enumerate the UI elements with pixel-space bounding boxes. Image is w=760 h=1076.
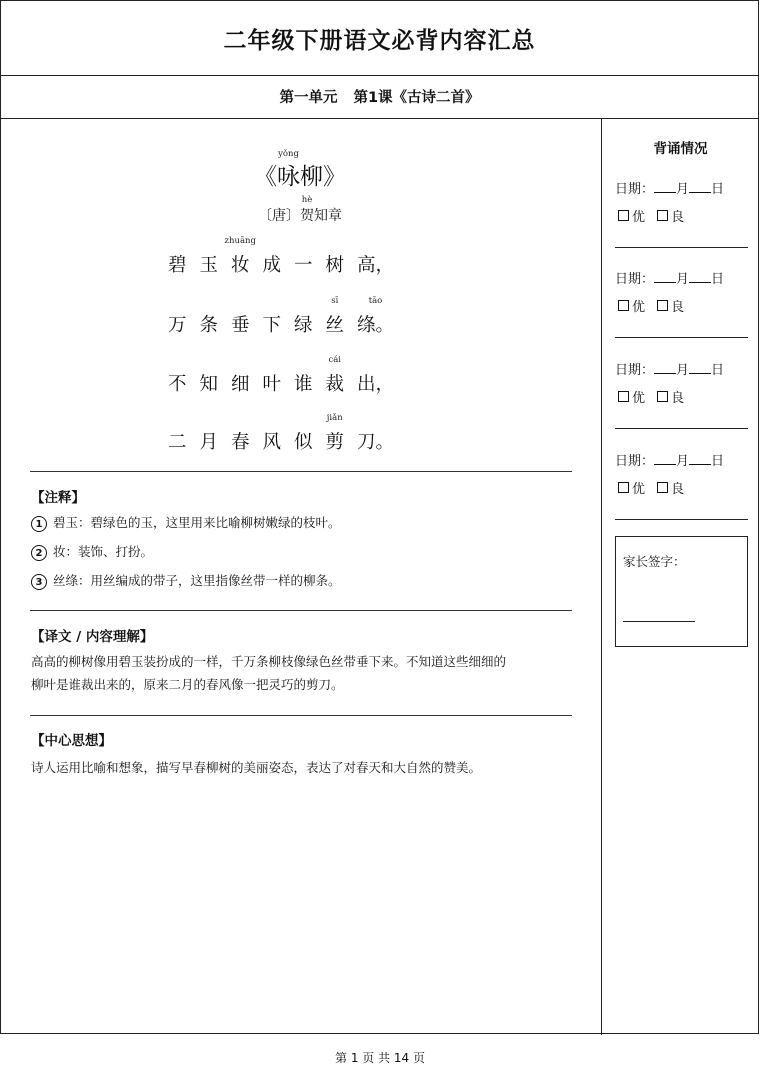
divider [615, 428, 748, 429]
divider [615, 519, 748, 520]
poem-title-char: 咏 [277, 164, 300, 190]
char-text: 月 [199, 432, 219, 453]
day-blank[interactable] [689, 270, 711, 283]
poem-line [168, 296, 395, 337]
poem-char [294, 251, 326, 277]
month-label: 月 [676, 182, 690, 197]
char-text: 成 [262, 255, 282, 276]
poem-char [357, 428, 395, 454]
char-text: 二 [168, 432, 187, 453]
author-dynasty: 〔唐〕 [258, 208, 300, 224]
lesson-heading [1, 75, 758, 119]
day-label: 日 [711, 454, 725, 469]
author-char: 贺 [300, 208, 314, 224]
note-text: 丝绦：用丝编成的带子，这里指像丝带一样的柳条。 [53, 573, 341, 588]
translation-line: 高高的柳树像用碧玉装扮成的一样，千万条柳枝像绿色丝带垂下来。不知道这些细细的 [31, 654, 507, 669]
parent-signature-box [615, 536, 748, 647]
char-text: 风 [262, 432, 282, 453]
poem-title [0, 149, 600, 191]
day-blank[interactable] [689, 180, 711, 193]
poem-char [200, 311, 232, 337]
option-label: 优 [632, 482, 646, 497]
poem-char [168, 428, 200, 454]
poem-char [263, 311, 295, 337]
recitation-record [615, 178, 748, 269]
option-label: 良 [671, 391, 685, 406]
lesson-label: 第1课《古诗二首》 [353, 90, 480, 106]
char-text: 下 [262, 315, 282, 336]
grade-options [618, 387, 684, 406]
poem-char [294, 370, 326, 396]
checkbox[interactable] [657, 300, 668, 311]
month-blank[interactable] [654, 452, 676, 465]
recitation-title: 背诵情况 [653, 141, 708, 157]
theme-title: 【中心思想】 [31, 733, 112, 749]
month-blank[interactable] [654, 361, 676, 374]
pinyin: cái [328, 355, 342, 365]
poem-char [357, 370, 395, 396]
day-label: 日 [711, 272, 725, 287]
checkbox[interactable] [618, 300, 629, 311]
checkbox[interactable] [618, 210, 629, 221]
month-label: 月 [676, 363, 690, 378]
char-text: 高， [357, 255, 395, 276]
month-label: 月 [676, 272, 690, 287]
option-label: 优 [632, 300, 646, 315]
char-text: 条 [199, 315, 219, 336]
ruby-char [224, 236, 256, 277]
recitation-record [615, 268, 748, 359]
char-text: 玉 [199, 255, 219, 276]
poem-char [168, 370, 200, 396]
poem-title-ruby [277, 149, 300, 191]
char-text: 细 [231, 374, 250, 395]
char-text: 丝 [325, 315, 345, 336]
divider [615, 337, 748, 338]
recitation-record [615, 450, 748, 541]
poem-line [168, 413, 395, 454]
char-text: 一 [294, 255, 313, 276]
translation-line: 柳叶是谁裁出来的，原来二月的春风像一把灵巧的剪刀。 [31, 677, 344, 692]
char-text: 知 [199, 374, 219, 395]
page-footer: 第 1 页 共 14 页 [335, 1051, 425, 1065]
char-text: 碧 [168, 255, 187, 276]
day-label: 日 [711, 363, 725, 378]
char-text: 裁 [325, 374, 345, 395]
char-text: 春 [231, 432, 250, 453]
author-ruby [300, 195, 314, 225]
checkbox[interactable] [618, 391, 629, 402]
ruby-char [325, 355, 345, 396]
poem-char [200, 370, 232, 396]
translation-title: 【译文 / 内容理解】 [31, 629, 154, 645]
poem-char [200, 251, 232, 277]
poem-char [200, 428, 232, 454]
theme-text: 诗人运用比喻和想象，描写早春柳树的美丽姿态，表达了对春天和大自然的赞美。 [31, 760, 482, 775]
author-name-rest: 知章 [314, 208, 342, 224]
date-label: 日期： [615, 363, 655, 378]
char-text: 刀。 [357, 432, 395, 453]
note-number: 3 [31, 574, 47, 590]
char-text: 绿 [294, 315, 313, 336]
notes-title: 【注释】 [31, 490, 85, 506]
date-row [615, 450, 724, 469]
poem-char [263, 370, 295, 396]
grade-excellent-option[interactable] [618, 296, 645, 315]
poem-char [168, 251, 200, 277]
grade-good-option[interactable] [657, 387, 684, 406]
month-blank[interactable] [654, 180, 676, 193]
char-text: 绦。 [357, 315, 395, 336]
pinyin: sī [331, 296, 339, 306]
grade-options [618, 478, 684, 497]
note-number: 1 [31, 516, 47, 532]
grade-excellent-option[interactable] [618, 387, 645, 406]
month-blank[interactable] [654, 270, 676, 283]
pinyin: jiǎn [326, 413, 343, 423]
poem-char [231, 370, 263, 396]
poem-char [263, 428, 295, 454]
char-text: 出， [357, 374, 395, 395]
option-label: 良 [671, 482, 685, 497]
note-number: 2 [31, 545, 47, 561]
date-label: 日期： [615, 454, 655, 469]
parent-signature-label: 家长签字： [623, 554, 686, 569]
option-label: 优 [632, 391, 646, 406]
divider [615, 247, 748, 248]
char-text: 妆 [231, 255, 250, 276]
grade-options [618, 296, 684, 315]
day-label: 日 [711, 182, 725, 197]
unit-label: 第一单元 [279, 90, 338, 106]
poem-char [357, 251, 395, 277]
checkbox[interactable] [657, 482, 668, 493]
grade-good-option[interactable] [657, 206, 684, 225]
ruby-char [325, 296, 345, 337]
poem-char [294, 428, 326, 454]
poem-char [325, 413, 358, 454]
grade-excellent-option[interactable] [618, 478, 645, 497]
note-text: 碧玉：碧绿色的玉，这里用来比喻柳树嫩绿的枝叶。 [53, 515, 341, 530]
ruby-char [325, 413, 345, 454]
poem-char [325, 296, 358, 337]
divider [30, 471, 572, 472]
option-label: 优 [632, 210, 646, 225]
char-text: 谁 [294, 374, 313, 395]
checkbox[interactable] [657, 210, 668, 221]
poem-char [168, 311, 200, 337]
char-text: 万 [168, 315, 187, 336]
poem-author [0, 195, 600, 225]
date-row [615, 359, 724, 378]
date-label: 日期： [615, 182, 655, 197]
option-label: 良 [671, 300, 685, 315]
grade-good-option[interactable] [657, 478, 684, 497]
poem-title-rest: 柳》 [300, 164, 346, 190]
pinyin: hè [301, 195, 313, 205]
note-item [31, 542, 153, 561]
char-text: 树 [325, 255, 345, 276]
poem-char [231, 428, 263, 454]
char-text: 垂 [231, 315, 250, 336]
day-blank[interactable] [689, 361, 711, 374]
month-label: 月 [676, 454, 690, 469]
poem-char [263, 251, 295, 277]
char-text: 叶 [262, 374, 282, 395]
char-text: 不 [168, 374, 187, 395]
recitation-record [615, 359, 748, 450]
poem-title-open: 《 [254, 164, 277, 190]
option-label: 良 [671, 210, 685, 225]
poem-char [326, 251, 358, 277]
day-blank[interactable] [689, 452, 711, 465]
divider [30, 610, 572, 611]
poem-char [357, 296, 395, 337]
pinyin: tāo [368, 296, 383, 306]
poem-char [231, 311, 263, 337]
poem-char [224, 236, 263, 277]
grade-options [618, 206, 684, 225]
checkbox[interactable] [618, 482, 629, 493]
signature-line[interactable] [623, 621, 695, 622]
grade-excellent-option[interactable] [618, 206, 645, 225]
pinyin: yǒng [278, 149, 299, 159]
divider [30, 715, 572, 716]
translation-text [31, 650, 571, 696]
date-label: 日期： [615, 272, 655, 287]
note-item [31, 571, 341, 590]
ruby-char [357, 296, 395, 337]
char-text: 剪 [325, 432, 345, 453]
note-item [31, 513, 341, 532]
poem-line [168, 236, 395, 277]
poem-char [325, 355, 358, 396]
page-title: 二年级下册语文必背内容汇总 [1, 1, 758, 76]
column-divider [601, 118, 602, 1035]
checkbox[interactable] [657, 391, 668, 402]
date-row [615, 178, 724, 197]
grade-good-option[interactable] [657, 296, 684, 315]
poem-line [168, 355, 395, 396]
char-text: 似 [294, 432, 313, 453]
date-row [615, 268, 724, 287]
poem-char [294, 311, 326, 337]
pinyin: zhuāng [224, 236, 256, 246]
note-text: 妆：装饰、打扮。 [53, 544, 154, 559]
